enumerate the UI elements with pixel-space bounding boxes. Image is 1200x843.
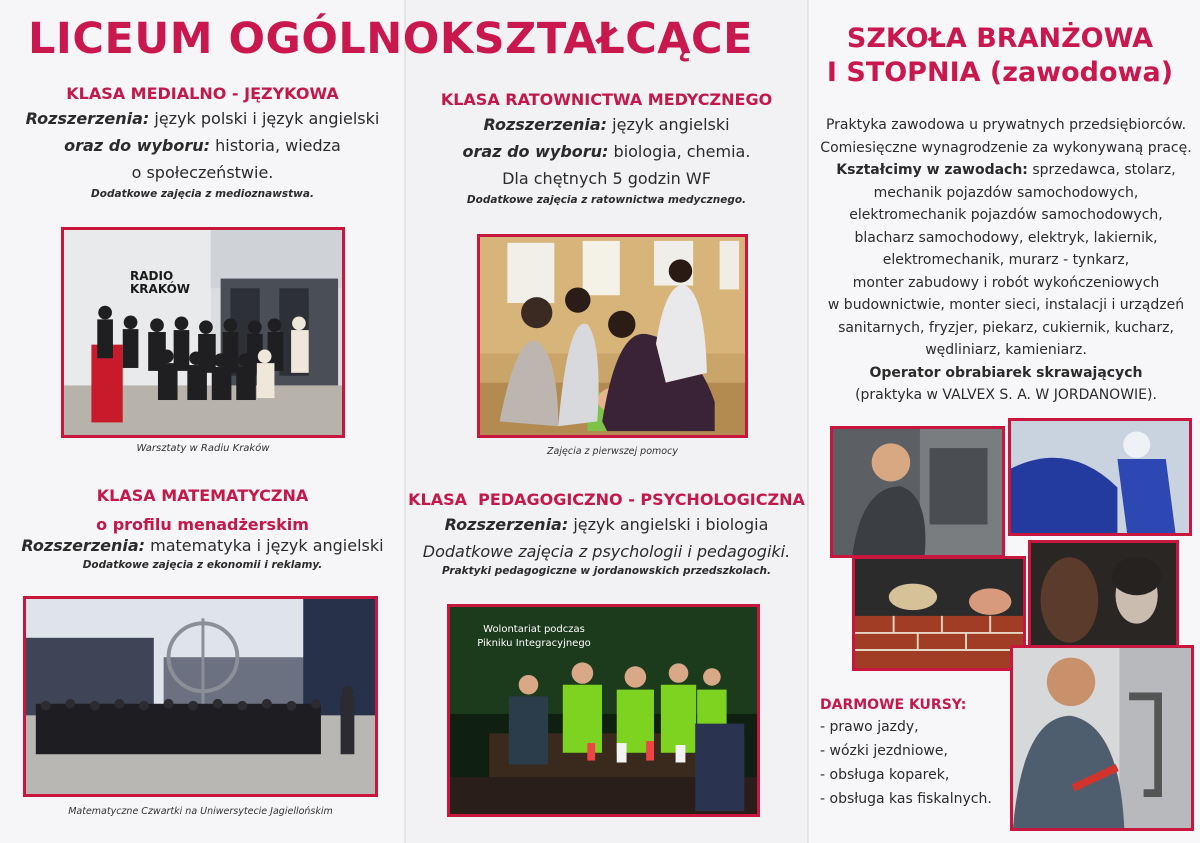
choice-text: historia, wiedza [210,136,341,155]
ext-label: Rozszerzenia: [21,536,146,555]
profession-line: monter zabudowy i robót wykończeniowych [852,274,1160,291]
medical-class-choice [405,138,808,165]
profession-line: wędliniarz, kamieniarz. [925,342,1087,358]
ext-text: matematyka i język angielski [145,536,384,555]
medical-class-block [405,90,808,206]
ext-label: Rozszerzenia: [444,515,569,534]
profession-line: sanitarnych, fryzjer, piekarz, cukiernik, kucharz, [838,319,1174,336]
vocational-line1: Praktyka zawodowa u prywatnych przedsiębiorców. [825,117,1187,133]
profession-line: mechanik pojazdów samochodowych, [873,184,1139,201]
medical-photo-caption: Zajęcia z pierwszej pomocy [547,446,678,457]
university-photo [23,596,378,797]
media-class-extra: Dodatkowe zajęcia z medioznawstwa. [91,188,314,200]
course-item: - obsługa kas fiskalnych. [820,791,992,807]
ext-text: język polski i język angielski [149,109,380,128]
media-class-heading: KLASA MEDIALNO - JĘZYKOWA [66,84,339,103]
picnic-photo-label [464,623,604,651]
professions-label: Kształcimy w zawodach: [836,162,1028,178]
free-courses-block [820,697,1005,811]
machining-photo [830,426,1005,558]
medical-class-extra: Dodatkowe zajęcia z ratownictwa medycznego. [466,194,747,206]
choice-label: oraz do wyboru: [462,142,609,161]
pedagogy-class-extensions [405,511,808,538]
math-class-subheading: o profilu menadżerskim [96,515,309,534]
choice-text: biologia, chemia. [608,142,751,161]
medical-class-heading: KLASA RATOWNICTWA MEDYCZNEGO [440,90,773,109]
pedagogy-class-extra: Dodatkowe zajęcia z psychologii i pedagogiki. [422,542,791,561]
math-class-heading: KLASA MATEMATYCZNA [96,486,309,505]
page-title: LICEUM OGÓLNOKSZTAŁCĄCE [28,14,753,64]
picnic-label-line1: Wolontariat podczas [483,624,585,635]
course-item: - obsługa koparek, [820,767,950,783]
math-class-block [0,486,405,571]
pedagogy-class-block [405,490,808,577]
first-aid-photo [477,234,748,438]
pedagogy-class-heading: KLASA PEDAGOGICZNO - PSYCHOLOGICZNA [408,490,805,509]
radio-krakow-photo [61,227,345,438]
ext-label: Rozszerzenia: [25,109,150,128]
picnic-photo [447,604,760,817]
vocational-line2: Comiesięczne wynagrodzenie za wykonywaną pracę. [820,139,1192,156]
profession-line: elektromechanik pojazdów samochodowych, [849,207,1163,223]
medical-class-pe: Dla chętnych 5 godzin WF [502,169,711,188]
math-photo-caption: Matematyczne Czwartki na Uniwersytecie Jagiellońskim [68,806,333,817]
bricklaying-photo [852,556,1026,671]
media-class-block [0,84,405,200]
choice-text-2: o społeczeństwie. [131,163,274,182]
media-photo-caption: Warsztaty w Radiu Kraków [136,443,270,454]
media-class-choice [0,132,405,159]
course-item: - wózki jezdniowe, [820,743,948,759]
hairdresser-photo [1028,540,1179,658]
ext-text: język angielski [607,115,730,134]
vocational-title-line2: I STOPNIA (zawodowa) [826,57,1174,88]
ext-label: Rozszerzenia: [483,115,608,134]
profession-line: elektromechanik, murarz - tynkarz, [882,252,1130,268]
radio-krakow-sign: RADIO KRAKÓW [130,269,191,296]
vocational-title-line1: SZKOŁA BRANŻOWA [846,23,1154,54]
plumbing-photo [1010,645,1194,831]
operator-note: (praktyka w VALVEX S. A. W JORDANOWIE). [855,387,1157,403]
painting-photo [1008,418,1192,536]
course-item: - prawo jazdy, [820,719,919,735]
vocational-description [812,114,1200,407]
math-class-extensions [0,532,405,559]
courses-heading: DARMOWE KURSY: [820,697,967,713]
professions-first-line [812,159,1200,182]
vocational-title [820,22,1180,90]
profession-line: blacharz samochodowy, elektryk, lakiernik, [854,229,1158,246]
courses-list [820,715,1005,811]
profession-line: sprzedawca, stolarz, [1027,162,1176,178]
medical-class-extensions [405,111,808,138]
picnic-label-line2: Pikniku Integracyjnego [477,638,591,649]
media-class-extensions [0,105,405,132]
operator-line: Operator obrabiarek skrawających [869,364,1143,381]
math-class-extra: Dodatkowe zajęcia z ekonomii i reklamy. [82,559,323,571]
ext-text: język angielski i biologia [568,515,769,534]
choice-label: oraz do wyboru: [64,136,211,155]
profession-line: w budownictwie, monter sieci, instalacji i urządzeń [827,297,1185,313]
pedagogy-class-practice: Praktyki pedagogiczne w jordanowskich przedszkolach. [442,565,771,577]
